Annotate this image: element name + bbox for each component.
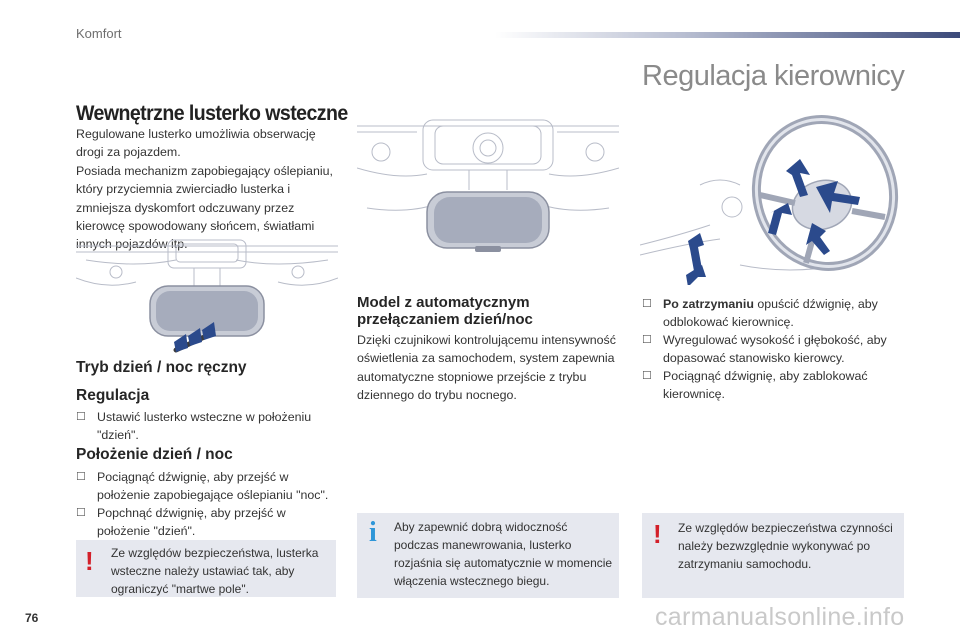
- intro-line: Posiada mechanizm zapobiegający oślepianiu,: [76, 163, 333, 178]
- mirror-warning-text: Ze względów bezpieczeństwa, lusterka wsteczne należy ustawiać tak, aby ograniczyć "martwe pole".: [111, 546, 319, 596]
- intro-line: Regulowane lusterko umożliwia obserwację: [76, 127, 316, 141]
- header-bar: [495, 32, 960, 38]
- list-item: ☐ Popchnąć dźwignię, aby przejść w położenie "dzień".: [76, 506, 286, 538]
- polozenie-list: [76, 469, 338, 541]
- intro-line: drogi za pojazdem.: [76, 145, 181, 160]
- list-item: ☐ Wyregulować wysokość i głębokość, aby dopasować stanowisko kierowcy.: [642, 333, 887, 365]
- mirror-warning-box: [76, 540, 336, 597]
- list-item: ☐ Pociągnąć dźwignię, aby przejść w położenie zapobiegające oślepianiu "noc".: [76, 470, 329, 502]
- auto-mirror-illustration: [357, 118, 619, 258]
- auto-mode-title: Model z automatycznym przełączaniem dzień/noc: [357, 294, 533, 328]
- auto-info-box: [357, 513, 619, 598]
- bullet-icon: ☐: [76, 507, 86, 520]
- polozenie-title: Położenie dzień / noc: [76, 446, 233, 463]
- warning-icon: !: [653, 519, 662, 549]
- bullet-icon: ☐: [76, 471, 86, 483]
- regulacja-list: [76, 409, 338, 445]
- auto-mode-text: Dzięki czujnikowi kontrolującemu intensywność oświetlenia za samochodem, system zapewnia automatyczne stopniowe przejście z trybu dziennego do trybu nocnego.: [357, 333, 616, 403]
- list-item: ☐ Ustawić lusterko wsteczne w położeniu "dzień".: [76, 410, 312, 442]
- intro-line: kierowcę spowodowany słońcem, światłami: [76, 219, 315, 234]
- manual-mode-title: Tryb dzień / noc ręczny: [76, 359, 247, 376]
- mirror-title: Wewnętrzne lusterko wsteczne: [76, 102, 348, 125]
- mirror-intro: [76, 125, 341, 254]
- list-item: ☐ Po zatrzymaniu opuścić dźwignię, aby odblokować kierownicę.: [642, 297, 878, 329]
- steering-wheel-illustration: [640, 115, 902, 285]
- page-title: Regulacja kierownicy: [642, 60, 905, 92]
- bullet-icon: ☐: [76, 411, 86, 423]
- steering-warning-text: Ze względów bezpieczeństwa czynności należy bezwzględnie wykonywać po zatrzymaniu samochodu.: [678, 521, 893, 571]
- manual-mirror-illustration: [76, 238, 338, 356]
- intro-line: który przyciemnia zwierciadło lusterka i: [76, 182, 291, 197]
- steering-warning-box: [642, 513, 904, 598]
- info-icon: i: [369, 517, 377, 548]
- watermark: carmanualsonline.info: [655, 603, 905, 631]
- steering-steps: [642, 296, 904, 405]
- warning-icon: !: [85, 546, 94, 576]
- regulacja-title: Regulacja: [76, 387, 150, 404]
- page-number: 76: [25, 611, 39, 625]
- intro-line: innych pojazdów itp.: [76, 237, 188, 252]
- list-item: ☐ Pociągnąć dźwignię, aby zablokować kierownicę.: [642, 369, 868, 401]
- auto-info-text: Aby zapewnić dobrą widoczność podczas manewrowania, lusterko rozjaśnia się automatycznie w momencie włączenia wstecznego biegu.: [394, 520, 613, 588]
- section-label: Komfort: [76, 26, 122, 41]
- bullet-icon: ☐: [642, 334, 652, 347]
- bullet-icon: ☐: [642, 298, 652, 310]
- intro-line: zmniejsza dyskomfort odczuwany przez: [76, 200, 295, 215]
- bullet-icon: ☐: [642, 370, 652, 383]
